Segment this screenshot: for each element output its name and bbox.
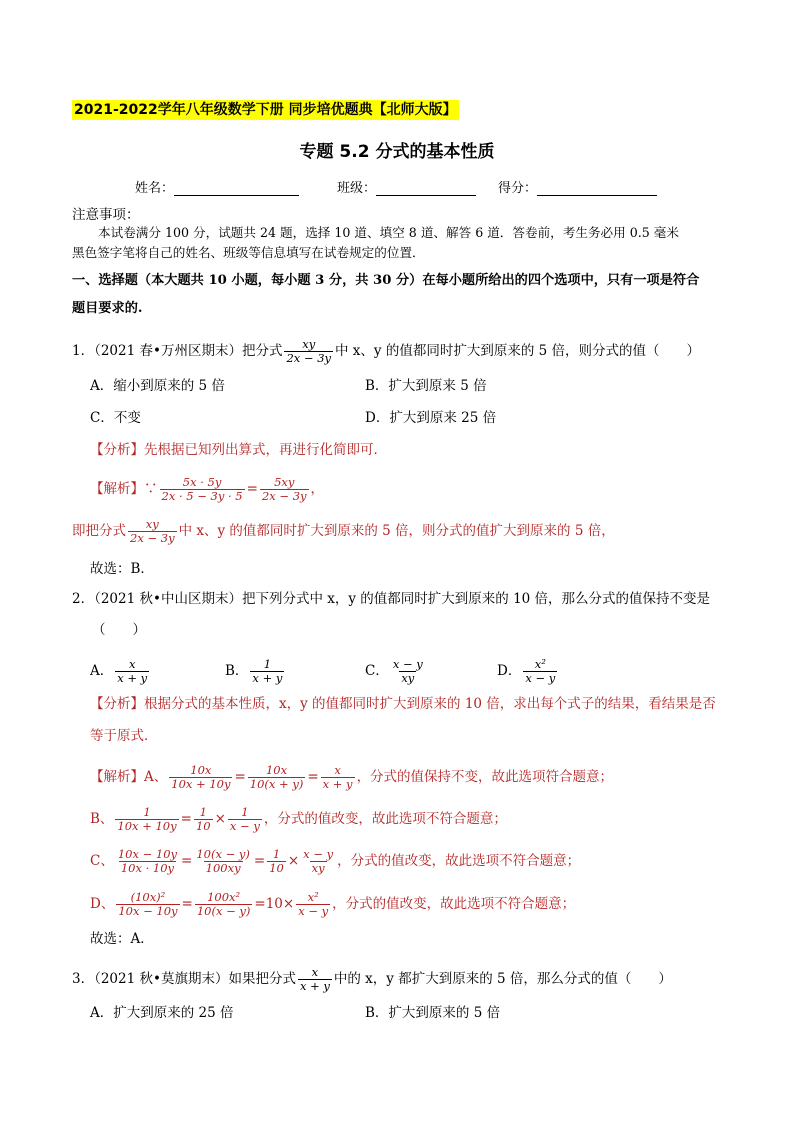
q2-solution-a: 【解析】A、 $\frac{10x}{10x + 10y}$ = $\frac{10x}{10(x + y)}$ = $\frac{x}{x + y}$ ，分式的值保持不变，故此选项符合题意；: [90, 763, 614, 791]
q2-sol-b-f2-num: 1: [199, 805, 207, 819]
q2-sol-b-f3-den: x − y: [229, 819, 260, 833]
q2-opt-b-num: 1: [263, 657, 272, 671]
q2-sol-a-f3-den: x + y: [322, 777, 353, 791]
q2-sol-c-f4-den: xy: [311, 861, 325, 875]
section-1-heading: 一、选择题（本大题共 10 小题，每小题 3 分，共 30 分）在每小题所给出的四个选项中，只有一项是符合: [72, 273, 700, 288]
q1-frac-den: 2x − 3y: [286, 351, 332, 365]
class-field: [337, 177, 476, 196]
q1-prefix: 1．（2021 春•万州区期末）把分式: [72, 343, 283, 359]
q2-opt-a-num: x: [128, 657, 136, 671]
q2-sol-c-f2-den: 100xy: [205, 861, 241, 875]
q2-sol-a-f1-den: 10x + 10y: [171, 777, 231, 791]
q1-sol-frac-2: [260, 476, 309, 503]
q2-sol-a-f2-num: 10x: [265, 763, 288, 777]
q2-sol-c-f3: [267, 848, 286, 875]
q3-fraction: [298, 966, 332, 993]
question-3: [72, 966, 672, 993]
q2-sol-b-f2-den: 10: [195, 819, 211, 833]
q2-option-c: [365, 658, 427, 685]
q1-sol-frac-1: [160, 476, 245, 503]
q2-sol-b-label: B、: [90, 811, 114, 827]
q2-sol-a-f3-num: x: [334, 763, 341, 777]
q1-sol-f1-num: 5x · 5y: [182, 475, 222, 489]
notes-heading: 注意事项：: [72, 207, 140, 223]
q2-sol-a-f1-num: 10x: [190, 763, 212, 777]
q2-option-a: [90, 658, 151, 685]
q2-sol-b-f1: [115, 806, 178, 833]
q2-sol-d-f2-num: 100x²: [207, 890, 241, 904]
q2-solution-tag: 【解析】: [90, 769, 144, 785]
class-blank: [376, 181, 476, 196]
series-header: 2021-2022学年八年级数学下册 同步培优题典【北师大版】: [74, 102, 457, 118]
class-label: 班级：: [337, 181, 377, 196]
q1-conclusion-den: 2x − 3y: [130, 531, 175, 545]
q1-sol-f2-num: 5xy: [274, 475, 295, 489]
q2-sol-d-f3: [296, 891, 330, 918]
q2-sol-b-f2: [194, 806, 213, 833]
q2-sol-c-label: C、: [90, 853, 114, 869]
q2-sol-d-f1-den: 10x − 10y: [118, 904, 178, 918]
q1-option-c: C．不变: [90, 410, 141, 426]
q3-prefix: 3．（2021 秋•莫旗期末）如果把分式: [72, 971, 296, 987]
notes-line-2: 黑色签字笔将自己的姓名、班级等信息填写在试卷规定的位置．: [72, 245, 425, 260]
q2-sol-d-label: D、: [90, 896, 115, 912]
q2-option-b: [225, 658, 286, 685]
q2-opt-b-den: x + y: [252, 671, 283, 685]
q2-sol-c-f4: [301, 848, 335, 875]
q2-sol-a-text: ，分式的值保持不变，故此选项符合题意；: [356, 769, 614, 785]
q2-opt-c-frac: [391, 658, 425, 685]
q1-suffix: 中 x、y 的值都同时扩大到原来的 5 倍，则分式的值（ ）: [335, 343, 701, 359]
q2-opt-d-label: D．: [497, 663, 522, 679]
q2-opt-a-label: A．: [90, 663, 114, 679]
q1-analysis-tag: 【分析】: [90, 442, 144, 458]
question-2-cont: （ ）: [92, 622, 146, 638]
q2-opt-d-num: x²: [534, 657, 546, 671]
name-label: 姓名：: [135, 181, 175, 196]
q2-sol-a-f2: [248, 764, 306, 791]
q2-analysis-cont: 等于原式．: [90, 728, 158, 744]
q1-fraction: [284, 338, 333, 365]
q3-frac-den: x + y: [299, 979, 330, 993]
q2-sol-c-f1: [116, 848, 179, 875]
q1-answer: 故选：B．: [90, 561, 154, 577]
q1-sol-comma: ，: [310, 481, 325, 497]
q2-analysis: [90, 693, 716, 715]
q1-solution-tag: 【解析】: [90, 481, 144, 497]
q2-sol-b-f1-num: 1: [143, 805, 151, 819]
name-blank: [174, 181, 299, 196]
q2-sol-d-text: ，分式的值改变，故此选项不符合题意；: [332, 896, 576, 912]
q2-sol-b-text: ，分式的值改变，故此选项不符合题意；: [263, 811, 507, 827]
q3-suffix: 中的 x，y 都扩大到原来的 5 倍，那么分式的值（ ）: [333, 971, 672, 987]
q3-option-b: B．扩大到原来的 5 倍: [365, 1005, 501, 1021]
q2-sol-d-f2-den: 10(x − y): [196, 904, 251, 918]
q1-solution: [90, 476, 324, 503]
name-field: [135, 177, 299, 196]
q2-solution-d: D、 $\frac{\text{(10x)²}}{10x - 10y}$ = $\frac{\text{100x²}}{10(x - y)}$ =10× $\frac{\text{x²}}{x - y}$ ，分式的值改变，故此选项不符合题意；: [90, 890, 576, 918]
q2-opt-c-label: C．: [365, 663, 389, 679]
question-1: [72, 338, 700, 365]
q2-sol-c-f3-num: 1: [272, 847, 281, 861]
q3-option-a: A．扩大到原来的 25 倍: [90, 1005, 234, 1021]
q2-sol-c-text: ，分式的值改变，故此选项不符合题意；: [337, 853, 581, 869]
score-field: [498, 177, 657, 196]
q2-opt-a-den: x + y: [117, 671, 148, 685]
q1-option-b: B．扩大到原来 5 倍: [365, 378, 487, 394]
q1-option-d: D．扩大到原来 25 倍: [365, 410, 497, 426]
q1-conclusion: [72, 518, 615, 545]
q2-analysis-text: 根据分式的基本性质，x，y 的值都同时扩大到原来的 10 倍，求出每个式子的结果，看结果是否: [144, 696, 716, 712]
q2-sol-a-label: A、: [144, 769, 168, 785]
q2-opt-d-frac: [523, 658, 557, 685]
q2-sol-d-f1-num: (10x)²: [130, 890, 166, 904]
q2-sol-d-coef: 10: [265, 896, 283, 912]
q1-conclusion-suffix: 中 x、y 的值都同时扩大到原来的 5 倍，则分式的值扩大到原来的 5 倍，: [178, 523, 615, 539]
q2-sol-b-f3-num: 1: [241, 805, 249, 819]
therefore-symbol: ∵: [144, 481, 158, 497]
q2-sol-d-f3-den: x − y: [298, 904, 329, 918]
q2-sol-c-f4-num: x − y: [303, 847, 334, 861]
q2-sol-a-f3: [321, 764, 355, 791]
q2-solution-b: B、 $\frac{1}{10x + 10y}$ = $\frac{1}{10}$ × $\frac{1}{x - y}$ ，分式的值改变，故此选项不符合题意；: [90, 805, 507, 833]
score-label: 得分：: [498, 181, 538, 196]
page-title: 专题 5.2 分式的基本性质: [299, 142, 495, 162]
q1-analysis-text: 先根据已知列出算式，再进行化简即可．: [144, 442, 387, 458]
q2-sol-c-f1-num: 10x − 10y: [117, 847, 178, 861]
equals-sign: =: [246, 481, 258, 497]
notes-line-1: 本试卷满分 100 分，试题共 24 题，选择 10 道、填空 8 道、解答 6 道．答卷前，考生务必用 0.5 毫米: [98, 225, 679, 240]
q1-option-a: A．缩小到原来的 5 倍: [90, 378, 225, 394]
q2-sol-a-f2-den: 10(x + y): [249, 777, 304, 791]
q2-sol-c-f1-den: 10x · 10y: [120, 861, 175, 875]
q2-solution-c: C、 $\frac{10x - 10y}{10x \cdot 10y}$ = $\frac{10(x - y)}{100xy}$ = $\frac{1}{10}$ × $\frac{x - y}{xy}$ ，分式的值改变，故此选项不符合题意；: [90, 847, 581, 875]
q1-analysis: [90, 439, 387, 461]
q2-answer: 故选：A．: [90, 931, 154, 947]
section-1-heading-cont: 题目要求的.: [72, 301, 143, 316]
q2-sol-d-f3-num: x²: [307, 890, 319, 904]
q2-opt-b-label: B．: [225, 663, 249, 679]
question-2: 2．（2021 秋•中山区期末）把下列分式中 x，y 的值都同时扩大到原来的 10 倍，那么分式的值保持不变是: [72, 591, 711, 607]
q1-conclusion-frac: [128, 518, 177, 545]
q2-sol-c-f3-den: 10: [269, 861, 284, 875]
q1-conclusion-num: xy: [145, 517, 159, 531]
q2-sol-c-f2-num: 10(x − y): [196, 847, 250, 861]
q2-sol-d-f1: [116, 891, 179, 918]
q2-opt-d-den: x − y: [525, 671, 556, 685]
q1-frac-num: xy: [302, 337, 316, 351]
q2-analysis-tag: 【分析】: [90, 696, 144, 712]
q2-opt-c-num: x − y: [392, 657, 423, 671]
q2-sol-a-f1: [169, 764, 232, 791]
q2-sol-c-f2: [194, 848, 252, 875]
q2-sol-b-f1-den: 10x + 10y: [117, 819, 177, 833]
q2-option-d: [497, 658, 559, 685]
q2-sol-d-f2: [195, 891, 253, 918]
q1-sol-f2-den: 2x − 3y: [261, 489, 307, 503]
q1-sol-f1-den: 2x · 5 − 3y · 5: [161, 489, 243, 503]
score-blank: [537, 181, 657, 196]
q2-sol-b-f3: [228, 806, 262, 833]
q1-conclusion-prefix: 即把分式: [72, 523, 126, 539]
q2-opt-a-frac: [115, 658, 149, 685]
q3-frac-num: x: [311, 965, 319, 979]
q2-opt-b-frac: [250, 658, 284, 685]
q2-opt-c-den: xy: [401, 671, 415, 685]
